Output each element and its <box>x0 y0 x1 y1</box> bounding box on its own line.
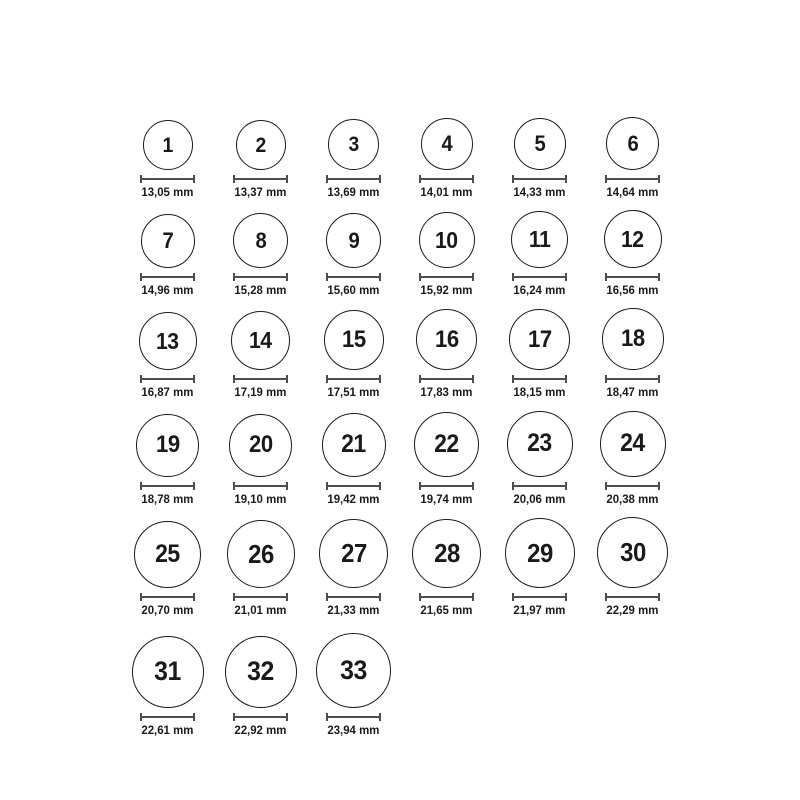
ring-circle <box>225 636 297 708</box>
diameter-label: 16,56 mm <box>606 283 659 298</box>
diameter-label: 14,96 mm <box>141 283 194 298</box>
diameter-label: 15,28 mm <box>234 283 287 298</box>
ring-circle <box>227 520 295 588</box>
diameter-ruler <box>419 175 474 183</box>
ring-circle <box>326 213 381 268</box>
diameter-label: 22,61 mm <box>141 722 194 737</box>
ring-size-number: 7 <box>162 228 173 254</box>
size-row <box>121 633 679 737</box>
ring-size-cell <box>586 308 679 399</box>
diameter-label: 14,64 mm <box>606 185 659 199</box>
ring-circle <box>604 210 662 268</box>
ring-circle <box>600 411 666 477</box>
ring-circle <box>231 311 290 370</box>
ring-size-cell <box>121 636 214 737</box>
diameter-label: 15,60 mm <box>327 283 380 298</box>
diameter-label: 21,33 mm <box>327 602 380 617</box>
diameter-label: 17,19 mm <box>234 385 287 400</box>
ring-size-cell <box>121 214 214 297</box>
ring-circle <box>507 411 573 477</box>
diameter-ruler <box>140 273 195 281</box>
ring-circle <box>509 309 570 370</box>
ring-size-number: 30 <box>619 537 646 568</box>
ring-size-number: 33 <box>340 654 367 685</box>
ring-size-number: 1 <box>162 133 173 157</box>
ring-size-number: 27 <box>340 538 367 569</box>
size-row <box>121 517 679 617</box>
ring-size-number: 26 <box>247 538 274 569</box>
ring-size-number: 21 <box>341 430 366 459</box>
ring-size-cell <box>586 117 679 199</box>
ring-size-number: 11 <box>528 226 551 253</box>
diameter-label: 20,38 mm <box>606 491 659 506</box>
ring-circle <box>606 117 659 170</box>
diameter-label: 21,01 mm <box>234 602 287 617</box>
diameter-ruler <box>605 593 660 601</box>
ring-size-number: 25 <box>155 539 180 568</box>
diameter-ruler <box>233 482 288 490</box>
ring-size-number: 20 <box>248 431 273 459</box>
ring-size-number: 6 <box>627 130 638 156</box>
ring-size-number: 22 <box>434 429 459 458</box>
diameter-label: 23,94 mm <box>327 722 380 737</box>
diameter-ruler <box>605 175 660 183</box>
ring-size-number: 16 <box>434 325 459 353</box>
ring-size-cell <box>214 520 307 617</box>
ring-size-number: 14 <box>249 327 272 354</box>
diameter-ruler <box>140 482 195 490</box>
ring-size-cell <box>307 633 400 737</box>
diameter-ruler <box>419 482 474 490</box>
ring-size-cell <box>400 309 493 399</box>
size-row <box>121 411 679 506</box>
diameter-ruler <box>326 175 381 183</box>
diameter-ruler <box>233 175 288 183</box>
ring-size-cell <box>121 521 214 617</box>
diameter-label: 15,92 mm <box>420 283 473 298</box>
ring-size-number: 10 <box>435 226 458 253</box>
ring-circle <box>134 521 201 588</box>
ring-size-cell <box>307 213 400 297</box>
ring-size-cell <box>307 413 400 506</box>
diameter-ruler <box>233 273 288 281</box>
ring-size-number: 3 <box>348 133 359 156</box>
diameter-label: 21,65 mm <box>420 602 473 617</box>
size-row <box>121 117 679 199</box>
ring-size-cell <box>307 310 400 399</box>
ring-size-cell <box>307 119 400 199</box>
diameter-label: 13,69 mm <box>327 185 380 199</box>
ring-size-cell <box>586 411 679 506</box>
ring-size-number: 2 <box>255 133 266 157</box>
diameter-ruler <box>512 273 567 281</box>
ring-size-number: 5 <box>534 131 545 156</box>
ring-size-number: 31 <box>154 656 181 687</box>
diameter-label: 13,05 mm <box>141 185 194 199</box>
ring-circle <box>141 214 195 268</box>
ring-size-number: 32 <box>247 656 274 687</box>
ring-circle <box>416 309 477 370</box>
diameter-label: 18,15 mm <box>513 385 566 400</box>
diameter-ruler <box>326 713 381 721</box>
ring-circle <box>602 308 664 370</box>
ring-size-number: 13 <box>156 327 179 354</box>
ring-circle <box>412 519 481 588</box>
diameter-label: 19,74 mm <box>420 491 473 506</box>
diameter-ruler <box>512 375 567 383</box>
ring-size-cell <box>586 517 679 617</box>
diameter-ruler <box>140 375 195 383</box>
diameter-label: 17,83 mm <box>420 385 473 400</box>
ring-size-number: 12 <box>621 225 644 252</box>
ring-circle <box>324 310 384 370</box>
ring-size-cell <box>493 211 586 297</box>
size-row <box>121 308 679 399</box>
ring-size-cell <box>214 213 307 297</box>
ring-size-cell <box>493 118 586 199</box>
ring-circle <box>505 518 575 588</box>
ring-size-cell <box>121 312 214 399</box>
diameter-label: 20,70 mm <box>141 602 194 617</box>
diameter-ruler <box>326 482 381 490</box>
ring-circle <box>514 118 566 170</box>
ring-circle <box>421 118 473 170</box>
ring-size-number: 24 <box>620 429 645 458</box>
ring-size-cell <box>493 309 586 399</box>
diameter-ruler <box>605 273 660 281</box>
ring-size-number: 18 <box>620 325 645 353</box>
ring-size-number: 17 <box>527 325 552 353</box>
diameter-ruler <box>140 593 195 601</box>
ring-size-number: 15 <box>341 326 366 354</box>
ring-circle <box>419 212 475 268</box>
ring-size-cell <box>493 411 586 506</box>
ring-size-cell <box>121 414 214 506</box>
ring-circle <box>136 414 199 477</box>
diameter-label: 14,33 mm <box>513 185 566 199</box>
diameter-ruler <box>512 175 567 183</box>
diameter-ruler <box>605 375 660 383</box>
ring-circle <box>229 414 292 477</box>
diameter-label: 13,37 mm <box>234 185 287 199</box>
diameter-label: 19,10 mm <box>234 491 287 506</box>
ring-size-cell <box>586 210 679 297</box>
ring-size-cell <box>307 519 400 617</box>
diameter-label: 16,87 mm <box>141 385 194 400</box>
ring-circle <box>597 517 668 588</box>
ring-size-cell <box>400 212 493 297</box>
diameter-label: 19,42 mm <box>327 491 380 506</box>
ring-size-cell <box>493 518 586 617</box>
diameter-label: 18,47 mm <box>606 385 659 400</box>
diameter-ruler <box>233 713 288 721</box>
ring-circle <box>511 211 568 268</box>
diameter-label: 17,51 mm <box>327 385 380 400</box>
ring-size-cell <box>400 519 493 617</box>
ring-circle <box>233 213 288 268</box>
ring-size-cell <box>214 311 307 399</box>
diameter-label: 22,92 mm <box>234 722 287 737</box>
ring-circle <box>414 412 479 477</box>
diameter-label: 14,01 mm <box>420 185 473 199</box>
diameter-label: 22,29 mm <box>606 602 659 617</box>
diameter-ruler <box>233 375 288 383</box>
ring-circle <box>316 633 391 708</box>
diameter-ruler <box>326 375 381 383</box>
size-row <box>121 210 679 297</box>
ring-size-cell <box>400 118 493 199</box>
ring-circle <box>143 120 193 170</box>
ring-circle <box>319 519 388 588</box>
ring-size-number: 19 <box>155 431 180 459</box>
ring-circle <box>328 119 379 170</box>
diameter-ruler <box>326 273 381 281</box>
ring-size-cell <box>121 120 214 199</box>
ring-circle <box>322 413 386 477</box>
diameter-label: 20,06 mm <box>513 491 566 506</box>
diameter-ruler <box>140 175 195 183</box>
ring-size-cell <box>214 636 307 737</box>
diameter-ruler <box>419 593 474 601</box>
diameter-ruler <box>326 593 381 601</box>
diameter-ruler <box>512 482 567 490</box>
ring-size-cell <box>400 412 493 506</box>
diameter-ruler <box>419 273 474 281</box>
ring-size-number: 29 <box>526 537 553 568</box>
size-grid <box>121 0 679 737</box>
diameter-ruler <box>419 375 474 383</box>
diameter-ruler <box>512 593 567 601</box>
ring-size-number: 8 <box>255 227 266 253</box>
ring-circle <box>132 636 204 708</box>
ring-circle <box>139 312 197 370</box>
diameter-ruler <box>233 593 288 601</box>
ring-size-number: 9 <box>348 227 359 253</box>
diameter-ruler <box>140 713 195 721</box>
ring-size-cell <box>214 414 307 506</box>
ring-size-number: 28 <box>433 538 460 569</box>
diameter-label: 21,97 mm <box>513 602 566 617</box>
diameter-ruler <box>605 482 660 490</box>
ring-circle <box>236 120 286 170</box>
ring-size-number: 23 <box>527 429 552 458</box>
diameter-label: 16,24 mm <box>513 283 566 298</box>
diameter-label: 18,78 mm <box>141 491 194 506</box>
ring-size-cell <box>214 120 307 199</box>
ring-size-number: 4 <box>441 131 452 156</box>
